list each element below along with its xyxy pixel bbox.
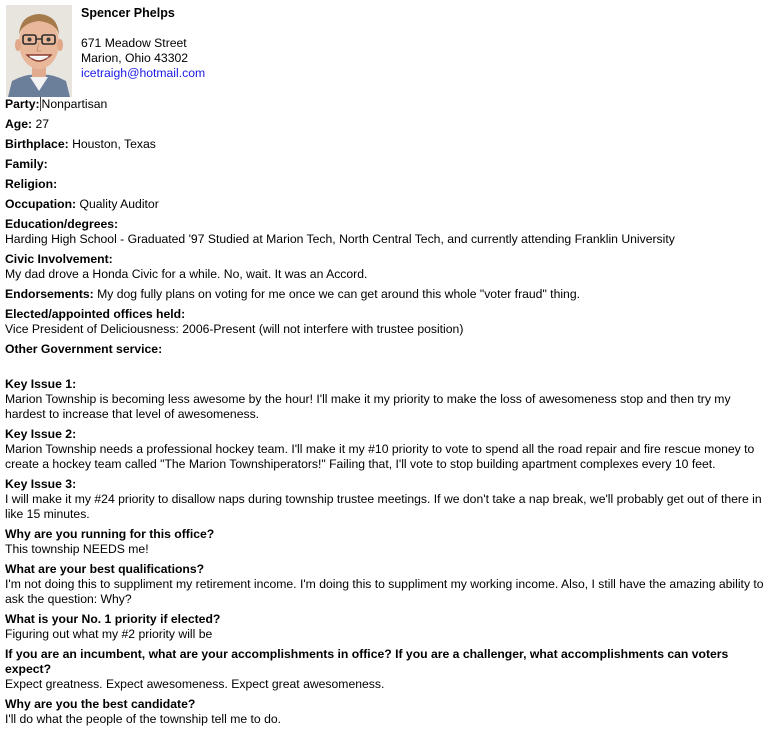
priority-label: What is your No. 1 priority if elected? [5, 612, 221, 626]
why-running-value: This township NEEDS me! [5, 542, 149, 556]
accomplishments-label: If you are an incumbent, what are your accomplishments in office? If you are a challenger, what accomplishments can voters expect? [5, 647, 729, 676]
issue3-row [5, 477, 773, 522]
why-running-row [5, 527, 773, 557]
occupation-value: Quality Auditor [79, 197, 159, 211]
birthplace-value: Houston, Texas [72, 137, 156, 151]
education-value: Harding High School - Graduated '97 Studied at Marion Tech, North Central Tech, and currently attending Franklin University [5, 232, 675, 246]
qualifications-value: I'm not doing this to suppliment my retirement income. I'm doing this to suppliment my working income. Also, I still have the amazing ability to ask the question: Why? [5, 577, 764, 606]
civic-row [5, 252, 773, 282]
candidate-header [0, 0, 779, 97]
why-running-label: Why are you running for this office? [5, 527, 215, 541]
party-label: Party: [5, 97, 40, 111]
endorsements-row [5, 287, 773, 302]
qualifications-label: What are your best qualifications? [5, 562, 205, 576]
accomplishments-row [5, 647, 773, 692]
occupation-row [5, 197, 773, 212]
candidate-name: Spencer Phelps [81, 6, 175, 20]
civic-label: Civic Involvement: [5, 252, 113, 266]
party-value: Nonpartisan [41, 97, 108, 111]
issue2-label: Key Issue 2: [5, 427, 77, 441]
family-row [5, 157, 773, 172]
religion-row [5, 177, 773, 192]
endorsements-label: Endorsements: [5, 287, 94, 301]
email-link[interactable]: icetraigh@hotmail.com [81, 66, 206, 80]
education-row [5, 217, 773, 247]
priority-row [5, 612, 773, 642]
address-line-1: 671 Meadow Street [81, 36, 187, 50]
issue1-row [5, 377, 773, 422]
issue1-value: Marion Township is becoming less awesome by the hour! I'll make it my priority to make the loss of awesomeness stop and then try my hardest to increase that level of awesomeness. [5, 392, 731, 421]
civic-value: My dad drove a Honda Civic for a while. No, wait. It was an Accord. [5, 267, 368, 281]
candidate-portrait-image [6, 5, 72, 97]
priority-value: Figuring out what my #2 priority will be [5, 627, 213, 641]
other-gov-row [5, 342, 773, 357]
endorsements-value: My dog fully plans on voting for me once we can get around this whole "voter fraud" thing. [97, 287, 580, 301]
issue2-row [5, 427, 773, 472]
age-value: 27 [35, 117, 50, 131]
issue2-value: Marion Township needs a professional hockey team. I'll make it my #10 priority to vote to spend all the road repair and fire rescue money to create a hockey team called "The Marion Townshiperators!" Failing that, I'll vote to stop building apartment complexes every 10 feet. [5, 442, 755, 471]
accomplishments-value: Expect greatness. Expect awesomeness. Expect great awesomeness. [5, 677, 385, 691]
issue3-label: Key Issue 3: [5, 477, 77, 491]
issue3-value: I will make it my #24 priority to disallow naps during township trustee meetings. If we don't take a nap break, we'll probably get out of there in like 15 minutes. [5, 492, 762, 521]
education-label: Education/degrees: [5, 217, 119, 231]
best-candidate-value: I'll do what the people of the township tell me to do. [5, 712, 282, 726]
best-candidate-label: Why are you the best candidate? [5, 697, 196, 711]
elected-label: Elected/appointed offices held: [5, 307, 186, 321]
other-gov-label: Other Government service: [5, 342, 163, 356]
best-candidate-row [5, 697, 773, 727]
religion-label: Religion: [5, 177, 58, 191]
issue1-label: Key Issue 1: [5, 377, 77, 391]
party-row [5, 97, 773, 112]
age-label: Age: [5, 117, 33, 131]
age-row [5, 117, 773, 132]
elected-value: Vice President of Deliciousness: 2006-Present (will not interfere with trustee position) [5, 322, 464, 336]
family-label: Family: [5, 157, 48, 171]
address-line-2: Marion, Ohio 43302 [81, 51, 189, 65]
elected-row [5, 307, 773, 337]
candidate-photo [6, 5, 72, 97]
birthplace-label: Birthplace: [5, 137, 69, 151]
candidate-details [5, 97, 773, 727]
qualifications-row [5, 562, 773, 607]
occupation-label: Occupation: [5, 197, 77, 211]
birthplace-row [5, 137, 773, 152]
